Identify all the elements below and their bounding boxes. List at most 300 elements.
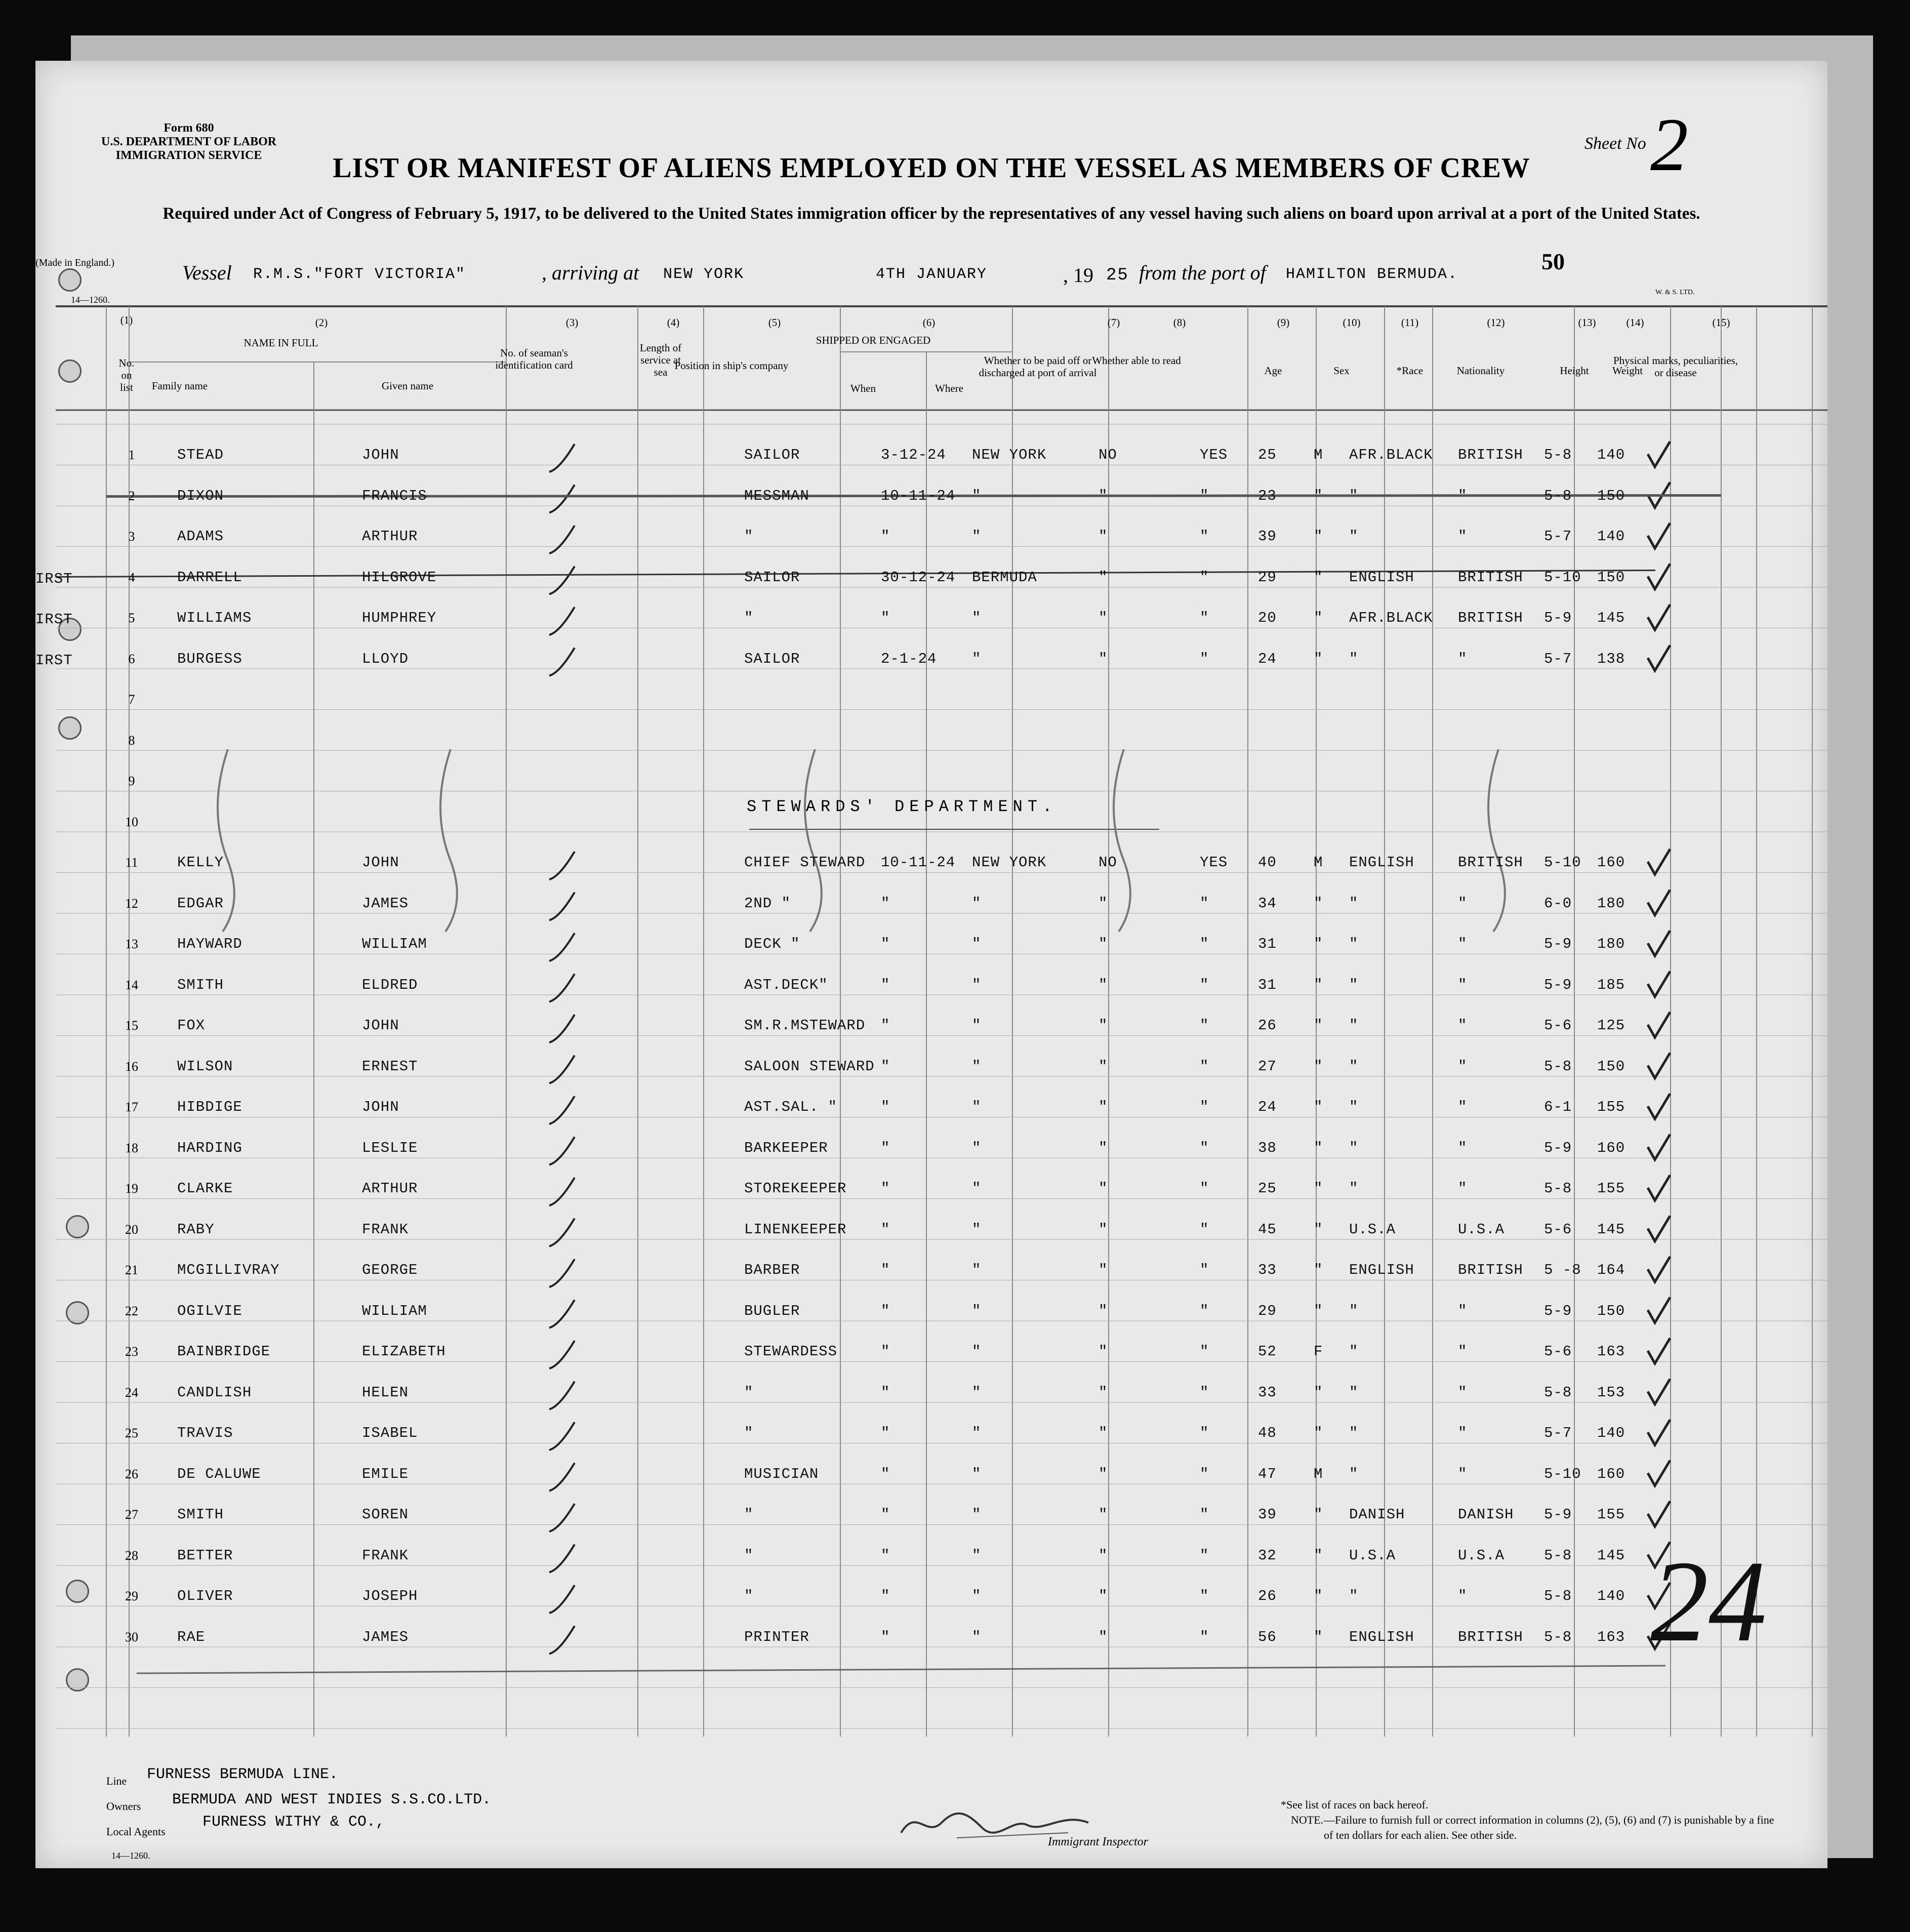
age: 56 bbox=[1258, 1628, 1277, 1645]
col-header-c6-num: (6) bbox=[922, 316, 936, 329]
id-card-check-mark bbox=[549, 1626, 575, 1654]
physical-check-mark bbox=[1648, 646, 1670, 671]
family-name: KELLY bbox=[177, 854, 224, 871]
form-code: 14—1260. bbox=[71, 295, 110, 305]
form-service: IMMIGRATION SERVICE bbox=[115, 149, 262, 162]
agents-value: FURNESS WITHY & CO., bbox=[202, 1814, 385, 1831]
shipped-where: " bbox=[972, 1425, 982, 1441]
able-to-read: " bbox=[1200, 1221, 1209, 1238]
physical-check-mark bbox=[1648, 931, 1670, 956]
given-name: ELDRED bbox=[362, 976, 418, 993]
age: 39 bbox=[1258, 528, 1277, 545]
given-name: WILLIAM bbox=[362, 936, 427, 952]
nationality: U.S.A bbox=[1458, 1221, 1505, 1238]
nationality: BRITISH bbox=[1458, 610, 1523, 626]
age: 26 bbox=[1258, 1588, 1277, 1604]
row-number: 6 bbox=[128, 651, 135, 666]
family-name: CLARKE bbox=[177, 1180, 233, 1197]
shipped-where: " bbox=[972, 1221, 982, 1238]
row-number: 20 bbox=[125, 1222, 138, 1237]
made-in-note: (Made in England.) bbox=[35, 257, 115, 268]
row-number: 9 bbox=[128, 774, 135, 788]
weight: 140 bbox=[1597, 447, 1625, 463]
sex: " bbox=[1314, 1425, 1323, 1441]
paid-off: " bbox=[1099, 1262, 1108, 1278]
id-card-check-mark bbox=[549, 526, 575, 553]
paid-off: " bbox=[1099, 1017, 1108, 1034]
sex: " bbox=[1314, 1628, 1323, 1645]
able-to-read: " bbox=[1200, 1465, 1209, 1482]
shipped-when: " bbox=[881, 1384, 890, 1401]
age: 24 bbox=[1258, 1099, 1277, 1115]
height: 5-9 bbox=[1544, 1506, 1572, 1523]
physical-check-mark bbox=[1648, 890, 1670, 915]
age: 25 bbox=[1258, 1180, 1277, 1197]
able-to-read: " bbox=[1200, 895, 1209, 912]
id-card-check-mark bbox=[549, 1545, 575, 1573]
shipped-where: " bbox=[972, 1465, 982, 1482]
shipped-when: " bbox=[881, 1588, 890, 1604]
shipped-where: " bbox=[972, 895, 982, 912]
position: STOREKEEPER bbox=[744, 1180, 847, 1197]
able-to-read: " bbox=[1200, 569, 1209, 586]
able-to-read: " bbox=[1200, 1262, 1209, 1278]
from-port: HAMILTON BERMUDA. bbox=[1286, 266, 1458, 283]
weight: 180 bbox=[1597, 936, 1625, 952]
family-name: BURGESS bbox=[177, 650, 242, 667]
height: 5 -8 bbox=[1544, 1262, 1581, 1278]
family-name: BETTER bbox=[177, 1547, 233, 1564]
department-heading: STEWARDS' DEPARTMENT. bbox=[747, 797, 1058, 816]
age: 25 bbox=[1258, 447, 1277, 463]
nationality: " bbox=[1458, 1425, 1468, 1441]
family-name: OGILVIE bbox=[177, 1302, 242, 1319]
position: PRINTER bbox=[744, 1628, 809, 1645]
col-header-c12-num: (12) bbox=[1487, 316, 1505, 329]
physical-check-mark bbox=[1648, 441, 1670, 467]
shipped-when: 30-12-24 bbox=[881, 569, 956, 586]
race: " bbox=[1349, 976, 1359, 993]
note-label: NOTE. bbox=[1291, 1814, 1324, 1826]
col-header-c7-num: (7) bbox=[1107, 316, 1120, 329]
given-name: ISABEL bbox=[362, 1425, 418, 1441]
row-number: 11 bbox=[125, 855, 138, 870]
position: SAILOR bbox=[744, 650, 800, 667]
age: 39 bbox=[1258, 1506, 1277, 1523]
grid-line bbox=[137, 1666, 1665, 1673]
shipped-when: " bbox=[881, 895, 890, 912]
position: SAILOR bbox=[744, 569, 800, 586]
paid-off: " bbox=[1099, 1180, 1108, 1197]
row-number: 24 bbox=[125, 1385, 138, 1400]
sex: " bbox=[1314, 1384, 1323, 1401]
weight: 155 bbox=[1597, 1180, 1625, 1197]
race: " bbox=[1349, 1180, 1359, 1197]
row-number: 12 bbox=[125, 896, 138, 911]
weight: 163 bbox=[1597, 1628, 1625, 1645]
nationality: " bbox=[1458, 1180, 1468, 1197]
col-header-c2b: Given name bbox=[381, 380, 434, 392]
shipped-where: " bbox=[972, 650, 982, 667]
race: " bbox=[1349, 936, 1359, 952]
position: BUGLER bbox=[744, 1302, 800, 1319]
height: 5-9 bbox=[1544, 1302, 1572, 1319]
shipped-when: " bbox=[881, 1221, 890, 1238]
row-number: 27 bbox=[125, 1507, 138, 1522]
arriving-label: , arriving at bbox=[542, 261, 639, 284]
family-name: DE CALUWE bbox=[177, 1465, 261, 1482]
row-number: 4 bbox=[128, 570, 135, 585]
paid-off: " bbox=[1099, 1302, 1108, 1319]
shipped-where: " bbox=[972, 1506, 982, 1523]
paid-off: " bbox=[1099, 1058, 1108, 1075]
nationality: U.S.A bbox=[1458, 1547, 1505, 1564]
height: 5-7 bbox=[1544, 528, 1572, 545]
family-name: DARRELL bbox=[177, 569, 242, 586]
grid-line bbox=[56, 571, 1655, 577]
document-subtitle: Required under Act of Congress of February 5, 1917, to be delivered to the United States immigration officer by the representatives of any vessel having such aliens on board upon arrival at a port of the United States. bbox=[162, 205, 1700, 223]
col-header-c8-num: (8) bbox=[1173, 316, 1186, 329]
race: ENGLISH bbox=[1349, 1628, 1414, 1645]
able-to-read: YES bbox=[1200, 447, 1228, 463]
shipped-where: " bbox=[972, 1180, 982, 1197]
sex: " bbox=[1314, 976, 1323, 993]
from-port-label: from the port of bbox=[1139, 261, 1266, 284]
paid-off: " bbox=[1099, 650, 1108, 667]
shipped-when: " bbox=[881, 610, 890, 626]
id-card-check-mark bbox=[549, 1056, 575, 1083]
age: 33 bbox=[1258, 1262, 1277, 1278]
position: " bbox=[744, 1547, 754, 1564]
position: CHIEF STEWARD bbox=[744, 854, 866, 871]
sex: M bbox=[1314, 447, 1323, 463]
able-to-read: " bbox=[1200, 1343, 1209, 1360]
height: 5-6 bbox=[1544, 1221, 1572, 1238]
col-header-c15-num: (15) bbox=[1712, 316, 1730, 329]
vessel-label: Vessel bbox=[182, 261, 232, 284]
weight: 138 bbox=[1597, 650, 1625, 667]
nationality: " bbox=[1458, 1058, 1468, 1075]
nationality: " bbox=[1458, 1099, 1468, 1115]
col-header-c2a: Family name bbox=[151, 380, 208, 392]
form-department: U.S. DEPARTMENT OF LABOR bbox=[101, 135, 277, 148]
id-card-check-mark bbox=[549, 607, 575, 635]
able-to-read: " bbox=[1200, 1588, 1209, 1604]
physical-check-mark bbox=[1648, 972, 1670, 997]
able-to-read: " bbox=[1200, 1628, 1209, 1645]
race: U.S.A bbox=[1349, 1547, 1396, 1564]
col-header-c12: Nationality bbox=[1456, 365, 1505, 377]
row-number: 21 bbox=[125, 1263, 138, 1277]
height: 5-8 bbox=[1544, 1547, 1572, 1564]
shipped-when: 3-12-24 bbox=[881, 447, 946, 463]
race: DANISH bbox=[1349, 1506, 1405, 1523]
row-number: 1 bbox=[128, 448, 135, 462]
row-number: 10 bbox=[125, 814, 138, 829]
age: 32 bbox=[1258, 1547, 1277, 1564]
family-name: HARDING bbox=[177, 1139, 242, 1156]
sex: " bbox=[1314, 569, 1323, 586]
family-name: OLIVER bbox=[177, 1588, 233, 1604]
paid-off: NO bbox=[1099, 854, 1117, 871]
physical-check-mark bbox=[1648, 1257, 1670, 1282]
age: 34 bbox=[1258, 895, 1277, 912]
row-number: 25 bbox=[125, 1426, 138, 1440]
age: 48 bbox=[1258, 1425, 1277, 1441]
weight: 150 bbox=[1597, 487, 1625, 504]
shipped-when: " bbox=[881, 1302, 890, 1319]
height: 5-9 bbox=[1544, 976, 1572, 993]
position: LINENKEEPER bbox=[744, 1221, 847, 1238]
col-header-c9: Age bbox=[1264, 365, 1282, 377]
shipped-when: " bbox=[881, 1262, 890, 1278]
document-title: LIST OR MANIFEST OF ALIENS EMPLOYED ON THE VESSEL AS MEMBERS OF CREW bbox=[333, 152, 1530, 184]
nationality: " bbox=[1458, 1384, 1468, 1401]
family-name: HIBDIGE bbox=[177, 1099, 242, 1115]
shipped-where: " bbox=[972, 487, 982, 504]
age: 29 bbox=[1258, 1302, 1277, 1319]
given-name: JOHN bbox=[362, 447, 399, 463]
nationality: BRITISH bbox=[1458, 1628, 1523, 1645]
race: ENGLISH bbox=[1349, 854, 1414, 871]
family-name: STEAD bbox=[177, 447, 224, 463]
age: 52 bbox=[1258, 1343, 1277, 1360]
nationality: " bbox=[1458, 1465, 1468, 1482]
col-header-c14: Weight bbox=[1612, 365, 1643, 377]
height: 5-9 bbox=[1544, 610, 1572, 626]
physical-check-mark bbox=[1648, 1053, 1670, 1078]
race: AFR.BLACK bbox=[1349, 610, 1433, 626]
height: 5-8 bbox=[1544, 487, 1572, 504]
position: BARKEEPER bbox=[744, 1139, 828, 1156]
race: " bbox=[1349, 1099, 1359, 1115]
owners-value: BERMUDA AND WEST INDIES S.S.CO.LTD. bbox=[172, 1791, 492, 1808]
id-card-check-mark bbox=[549, 1463, 575, 1491]
race: " bbox=[1349, 1139, 1359, 1156]
weight: 160 bbox=[1597, 1139, 1625, 1156]
position: " bbox=[744, 1588, 754, 1604]
row-number: 23 bbox=[125, 1344, 138, 1359]
position: 2ND " bbox=[744, 895, 791, 912]
id-card-check-mark bbox=[549, 1585, 575, 1613]
col-header-c15: Physical marks, peculiarities, or disease bbox=[1613, 354, 1738, 379]
height: 5-8 bbox=[1544, 1180, 1572, 1197]
paid-off: " bbox=[1099, 487, 1108, 504]
row-number: 2 bbox=[128, 488, 135, 503]
nationality: " bbox=[1458, 976, 1468, 993]
physical-check-mark bbox=[1648, 1420, 1670, 1445]
weight: 160 bbox=[1597, 1465, 1625, 1482]
weight: 145 bbox=[1597, 1547, 1625, 1564]
col-header-c5: Position in ship's company bbox=[674, 359, 789, 372]
paid-off: " bbox=[1099, 976, 1108, 993]
physical-check-mark bbox=[1648, 1298, 1670, 1323]
family-name: RAE bbox=[177, 1628, 206, 1645]
nationality: " bbox=[1458, 528, 1468, 545]
inspector-label: Immigrant Inspector bbox=[1048, 1835, 1148, 1848]
col-header-c6a: When bbox=[850, 382, 876, 394]
id-card-check-mark bbox=[549, 893, 575, 920]
vessel-name: R.M.S."FORT VICTORIA" bbox=[253, 266, 466, 283]
row-number: 14 bbox=[125, 977, 138, 992]
shipped-where: " bbox=[972, 1058, 982, 1075]
weight: 160 bbox=[1597, 854, 1625, 871]
family-name: HAYWARD bbox=[177, 936, 242, 952]
height: 6-1 bbox=[1544, 1099, 1572, 1115]
race: ENGLISH bbox=[1349, 569, 1414, 586]
id-card-check-mark bbox=[549, 1422, 575, 1450]
shipped-when: " bbox=[881, 1547, 890, 1564]
col-header-c14-num: (14) bbox=[1626, 316, 1644, 329]
arrival-date: 4TH JANUARY bbox=[876, 266, 988, 283]
race: " bbox=[1349, 1384, 1359, 1401]
shipped-where: NEW YORK bbox=[972, 447, 1047, 463]
weight: 164 bbox=[1597, 1262, 1625, 1278]
able-to-read: " bbox=[1200, 1384, 1209, 1401]
margin-note: IRST bbox=[35, 570, 73, 587]
weight: 150 bbox=[1597, 1302, 1625, 1319]
position: SAILOR bbox=[744, 447, 800, 463]
nationality: " bbox=[1458, 1588, 1468, 1604]
able-to-read: " bbox=[1200, 528, 1209, 545]
age: 26 bbox=[1258, 1017, 1277, 1034]
able-to-read: " bbox=[1200, 1099, 1209, 1115]
row-number: 3 bbox=[128, 529, 135, 544]
height: 5-7 bbox=[1544, 1425, 1572, 1441]
col-header-c10: Sex bbox=[1333, 365, 1350, 377]
id-card-check-mark bbox=[549, 1015, 575, 1042]
physical-check-mark bbox=[1648, 1379, 1670, 1404]
sex: " bbox=[1314, 1262, 1323, 1278]
row-number: 19 bbox=[125, 1181, 138, 1196]
row-number: 16 bbox=[125, 1059, 138, 1074]
row-number: 30 bbox=[125, 1629, 138, 1644]
col-header-c4: Length of service at sea bbox=[639, 342, 682, 378]
nationality: " bbox=[1458, 895, 1468, 912]
paid-off: " bbox=[1099, 1547, 1108, 1564]
id-card-check-mark bbox=[549, 1096, 575, 1124]
given-name: ARTHUR bbox=[362, 1180, 418, 1197]
given-name: WILLIAM bbox=[362, 1302, 427, 1319]
nationality: BRITISH bbox=[1458, 447, 1523, 463]
height: 5-9 bbox=[1544, 1139, 1572, 1156]
able-to-read: " bbox=[1200, 1058, 1209, 1075]
given-name: ARTHUR bbox=[362, 528, 418, 545]
weight: 145 bbox=[1597, 610, 1625, 626]
position: AST.DECK" bbox=[744, 976, 828, 993]
sex: " bbox=[1314, 528, 1323, 545]
sex: " bbox=[1314, 610, 1323, 626]
race: " bbox=[1349, 487, 1359, 504]
nationality: " bbox=[1458, 1302, 1468, 1319]
weight: 180 bbox=[1597, 895, 1625, 912]
given-name: JOSEPH bbox=[362, 1588, 418, 1604]
id-card-check-mark bbox=[549, 1504, 575, 1532]
shipped-where: " bbox=[972, 1139, 982, 1156]
nationality: BRITISH bbox=[1458, 569, 1523, 586]
col-header-c6b: Where bbox=[935, 382, 963, 394]
given-name: LESLIE bbox=[362, 1139, 418, 1156]
age: 29 bbox=[1258, 569, 1277, 586]
family-name: SMITH bbox=[177, 976, 224, 993]
sheet-no-label: Sheet No bbox=[1584, 134, 1646, 153]
row-number: 29 bbox=[125, 1589, 138, 1603]
shipped-when: " bbox=[881, 1099, 890, 1115]
sex: " bbox=[1314, 1180, 1323, 1197]
physical-check-mark bbox=[1648, 1501, 1670, 1526]
col-header-c10-num: (10) bbox=[1343, 316, 1361, 329]
id-card-check-mark bbox=[549, 933, 575, 961]
paid-off: " bbox=[1099, 528, 1108, 545]
position: " bbox=[744, 528, 754, 545]
col-header-c8: Whether able to read bbox=[1092, 354, 1181, 367]
shipped-where: NEW YORK bbox=[972, 854, 1047, 871]
family-name: BAINBRIDGE bbox=[177, 1343, 271, 1360]
race: " bbox=[1349, 1058, 1359, 1075]
footer-form-code: 14—1260. bbox=[111, 1850, 150, 1861]
family-name: DIXON bbox=[177, 487, 224, 504]
sex: " bbox=[1314, 1506, 1323, 1523]
row-number: 28 bbox=[125, 1548, 138, 1563]
able-to-read: " bbox=[1200, 610, 1209, 626]
race: AFR.BLACK bbox=[1349, 447, 1433, 463]
id-card-check-mark bbox=[549, 1178, 575, 1205]
family-name: RABY bbox=[177, 1221, 215, 1238]
paid-off: " bbox=[1099, 1099, 1108, 1115]
position: SALOON STEWARD bbox=[744, 1058, 875, 1075]
nationality: BRITISH bbox=[1458, 854, 1523, 871]
paid-off: " bbox=[1099, 1506, 1108, 1523]
given-name: JOHN bbox=[362, 854, 399, 871]
note-text: —Failure to furnish full or correct information in columns (2), (5), (6) and (7) is punishable by a fine of ten dollars for each alien. See other side. bbox=[1324, 1814, 1774, 1841]
physical-check-mark bbox=[1648, 1094, 1670, 1119]
race-note: *See list of races on back hereof. bbox=[1281, 1798, 1429, 1811]
given-name: FRANK bbox=[362, 1547, 409, 1564]
nationality: " bbox=[1458, 650, 1468, 667]
position: BARBER bbox=[744, 1262, 800, 1278]
able-to-read: " bbox=[1200, 1017, 1209, 1034]
able-to-read: " bbox=[1200, 1180, 1209, 1197]
id-card-check-mark bbox=[549, 1137, 575, 1165]
age: 23 bbox=[1258, 487, 1277, 504]
able-to-read: " bbox=[1200, 1425, 1209, 1441]
id-card-check-mark bbox=[549, 1300, 575, 1328]
given-name: LLOYD bbox=[362, 650, 409, 667]
shipped-when: " bbox=[881, 1628, 890, 1645]
weight: 140 bbox=[1597, 528, 1625, 545]
col-header-c13-num: (13) bbox=[1578, 316, 1596, 329]
given-name: ERNEST bbox=[362, 1058, 418, 1075]
id-card-check-mark bbox=[549, 974, 575, 1002]
col-header-c4-num: (4) bbox=[667, 316, 680, 329]
col-header-c1: No. on list bbox=[118, 357, 135, 393]
race: ENGLISH bbox=[1349, 1262, 1414, 1278]
given-name: HILGROVE bbox=[362, 569, 437, 586]
margin-note: IRST bbox=[35, 652, 73, 669]
row-number: 22 bbox=[125, 1303, 138, 1318]
paid-off: " bbox=[1099, 1221, 1108, 1238]
able-to-read: " bbox=[1200, 487, 1209, 504]
given-name: ELIZABETH bbox=[362, 1343, 446, 1360]
col-header-c13: Height bbox=[1560, 365, 1589, 377]
weight: 145 bbox=[1597, 1221, 1625, 1238]
age: 27 bbox=[1258, 1058, 1277, 1075]
physical-check-mark bbox=[1648, 1461, 1670, 1486]
family-name: CANDLISH bbox=[177, 1384, 252, 1401]
nationality: " bbox=[1458, 936, 1468, 952]
weight: 185 bbox=[1597, 976, 1625, 993]
sex: " bbox=[1314, 487, 1323, 504]
